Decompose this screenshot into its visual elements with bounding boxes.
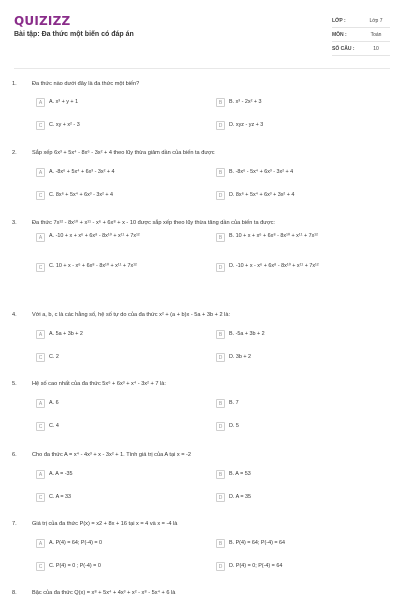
question-number: 6. (12, 452, 17, 458)
question-text: Cho đa thức A = x⁴ - 4x³ + x - 3x² + 1. Tính giá trị của A tại x = -2 (32, 452, 192, 458)
option-text: B. x³ - 2x² + 3 (229, 99, 262, 105)
question-number: 4. (12, 312, 17, 318)
question-5 (10, 380, 390, 430)
worksheet-title: Bài tập: Đa thức một biến có đáp án (14, 31, 134, 38)
option-c[interactable] (36, 562, 206, 571)
worksheet-header (0, 0, 400, 64)
option-a[interactable] (36, 98, 206, 107)
option-letter: C (36, 493, 45, 502)
option-letter: B (216, 330, 225, 339)
option-c[interactable] (36, 353, 206, 362)
option-c[interactable] (36, 422, 206, 431)
option-text: C. 2 (49, 354, 59, 360)
question-2 (10, 149, 390, 199)
option-a[interactable] (36, 539, 206, 548)
question-text: Sắp xếp 6x³ + 5x⁴ - 8x⁶ - 3x² + 4 theo lũy thừa giảm dần của biến ta được (32, 150, 215, 156)
option-b[interactable] (216, 233, 396, 242)
option-b[interactable] (216, 168, 386, 177)
worksheet-meta (332, 14, 390, 56)
option-a[interactable] (36, 330, 206, 339)
option-text: C. 8x⁶ + 5x⁴ + 6x³ - 3x² + 4 (49, 192, 114, 198)
meta-row-count (332, 42, 390, 56)
option-d[interactable] (216, 422, 386, 431)
option-b[interactable] (216, 98, 386, 107)
question-number: 2. (12, 150, 17, 156)
option-letter: A (36, 399, 45, 408)
option-text: B. A = 53 (229, 471, 251, 477)
option-text: C. 10 + x - x⁶ + 6x⁸ - 8x¹⁰ + x¹¹ + 7x¹² (49, 263, 137, 269)
meta-value: 10 (373, 45, 379, 52)
meta-row-subject (332, 28, 390, 42)
meta-row-grade (332, 14, 390, 28)
question-number: 3. (12, 220, 17, 226)
option-text: C. xy + x² - 3 (49, 122, 80, 128)
option-text: A. -8x⁶ + 5x⁴ + 6x³ - 3x² + 4 (49, 169, 115, 175)
option-text: D. A = 35 (229, 494, 252, 500)
question-7 (10, 520, 390, 570)
question-1 (10, 80, 390, 129)
option-text: D. P(4) = 0; P(-4) = 64 (229, 563, 283, 569)
option-text: C. P(4) = 0 ; P(-4) = 0 (49, 563, 101, 569)
meta-label: MÔN : (332, 31, 347, 38)
option-letter: C (36, 263, 45, 272)
option-a[interactable] (36, 233, 216, 242)
option-letter: C (36, 562, 45, 571)
option-text: D. 3b + 2 (229, 354, 252, 360)
option-text: A. 5a + 3b + 2 (49, 331, 83, 337)
option-letter: D (216, 191, 225, 200)
question-number: 8. (12, 590, 17, 596)
option-c[interactable] (36, 191, 206, 200)
option-letter: A (36, 168, 45, 177)
question-number: 1. (12, 81, 17, 87)
option-text: A. A = -35 (49, 471, 73, 477)
option-d[interactable] (216, 562, 386, 571)
option-letter: B (216, 233, 225, 242)
option-b[interactable] (216, 539, 386, 548)
option-letter: B (216, 539, 225, 548)
option-b[interactable] (216, 330, 386, 339)
meta-value: Lớp 7 (369, 17, 383, 24)
option-b[interactable] (216, 399, 386, 408)
option-text: B. 7 (229, 400, 239, 406)
option-letter: C (36, 422, 45, 431)
option-text: D. 8x⁶ + 5x⁴ + 6x³ + 3x² + 4 (229, 192, 295, 198)
option-letter: A (36, 233, 45, 242)
option-letter: A (36, 539, 45, 548)
option-a[interactable] (36, 399, 206, 408)
question-number: 5. (12, 381, 17, 387)
option-d[interactable] (216, 263, 396, 272)
option-text: D. -10 + x - x⁶ + 6x⁸ - 8x¹⁰ + x¹¹ + 7x¹² (229, 263, 319, 269)
option-letter: D (216, 121, 225, 130)
option-text: B. P(4) = 64; P(-4) = 64 (229, 540, 286, 546)
question-text: Hệ số cao nhất của đa thức 5x⁶ + 6x³ + x⁴ - 3x² + 7 là: (32, 381, 166, 387)
option-letter: A (36, 330, 45, 339)
question-text: Với a, b, c là các hằng số, hệ số tự do của đa thức x² + (a + b)x - 5a + 3b + 2 là: (32, 312, 231, 318)
option-letter: A (36, 470, 45, 479)
question-8 (10, 589, 390, 597)
option-text: D. xyz - yz + 3 (229, 122, 264, 128)
question-text: Giá trị của đa thức P(x) = x2 + 8x + 16 tại x = 4 và x = -4 là (32, 521, 178, 527)
option-text: B. -8x⁶ - 5x⁴ + 6x³ - 3x² + 4 (229, 169, 294, 175)
option-a[interactable] (36, 168, 206, 177)
option-text: D. 5 (229, 423, 239, 429)
option-a[interactable] (36, 470, 206, 479)
option-letter: B (216, 168, 225, 177)
option-letter: C (36, 191, 45, 200)
option-letter: D (216, 562, 225, 571)
option-text: B. 10 + x + x⁶ + 6x⁸ - 8x¹⁰ + x¹¹ + 7x¹² (229, 233, 318, 239)
meta-value: Toán (370, 31, 382, 38)
question-text: Đa thức 7x¹² - 8x¹⁰ + x¹¹ - x⁶ + 6x⁸ + x - 10 được sắp xếp theo lũy thừa tăng dần của biến ta được: (32, 220, 275, 226)
quizizz-logo: QUIZIZZ (14, 14, 71, 28)
header-divider (14, 68, 390, 69)
question-6 (10, 451, 390, 501)
option-text: A. x³ + y + 1 (49, 99, 79, 105)
question-text: Bậc của đa thức Q(x) = x⁸ + 5x⁴ + 4x³ + x² - x⁸ - 5x⁴ + 6 là (32, 590, 176, 596)
option-text: C. A = 33 (49, 494, 72, 500)
question-3 (10, 219, 390, 285)
option-text: B. -5a + 3b + 2 (229, 331, 265, 337)
option-letter: B (216, 98, 225, 107)
option-d[interactable] (216, 191, 386, 200)
option-letter: C (36, 121, 45, 130)
option-letter: C (36, 353, 45, 362)
option-c[interactable] (36, 263, 216, 272)
option-letter: A (36, 98, 45, 107)
question-text: Đa thức nào dưới đây là đa thức một biến? (32, 81, 140, 87)
option-text: A. P(4) = 64; P(-4) = 0 (49, 540, 103, 546)
option-letter: D (216, 493, 225, 502)
option-d[interactable] (216, 353, 386, 362)
option-letter: B (216, 470, 225, 479)
option-d[interactable] (216, 121, 386, 130)
option-d[interactable] (216, 493, 386, 502)
question-4 (10, 311, 390, 361)
option-text: C. 4 (49, 423, 59, 429)
option-b[interactable] (216, 470, 386, 479)
option-c[interactable] (36, 493, 206, 502)
option-text: A. 6 (49, 400, 59, 406)
option-letter: D (216, 263, 225, 272)
question-number: 7. (12, 521, 17, 527)
meta-label: LỚP : (332, 17, 346, 24)
option-letter: D (216, 422, 225, 431)
option-c[interactable] (36, 121, 206, 130)
meta-label: SỐ CÂU : (332, 45, 355, 52)
option-letter: B (216, 399, 225, 408)
option-letter: D (216, 353, 225, 362)
option-text: A. -10 + x + x⁶ + 6x⁸ - 8x¹⁰ + x¹¹ + 7x¹² (49, 233, 140, 239)
